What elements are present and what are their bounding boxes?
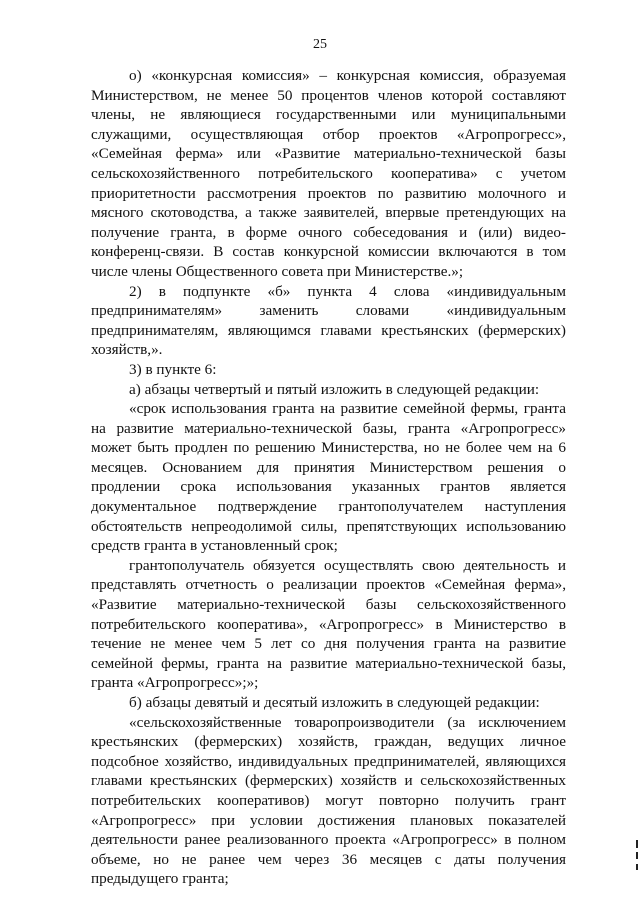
paragraph-item-2: 2) в подпункте «б» пункта 4 слова «индивидуальным предпринимателям» заменить словами «индивидуальным предпринимателям, являющимся главами крестьянских (фермерских) хозяйств,». <box>91 282 566 359</box>
paragraph-item-3: 3) в пункте 6: <box>129 360 217 378</box>
paragraph-grant-obligation: грантополучатель обязуется осуществлять свою деятельность и представлять отчетность о реализации проектов «Семейная ферма», «Развитие материально-технической базы сельскохозяйственного потребительского кооператива», «Агропрогресс» в Министерство в течение не менее чем 5 лет со дня получения гранта на развитие семейной фермы, гранта на развитие материально-технической базы, гранта «Агропрогресс»;»; <box>91 556 566 692</box>
edge-mark <box>636 852 638 859</box>
page-number: 25 <box>313 37 327 52</box>
edge-mark <box>636 864 638 870</box>
edge-mark <box>636 840 638 848</box>
paragraph-item-3a: а) абзацы четвертый и пятый изложить в следующей редакции: <box>129 380 540 398</box>
document-body <box>91 66 566 889</box>
paragraph-grant-term: «срок использования гранта на развитие семейной фермы, гранта на развитие материально-технической базы, гранта «Агропрогресс» может быть продлен по решению Министерства, но не более чем на 6 месяцев. Основанием для принятия Министерством решения о продлении срока использования указанных грантов является документальное подтверждение грантополучателем наступления обстоятельств непреодолимой силы, препятствующих использованию средств гранта в установленный срок; <box>91 400 566 555</box>
paragraph-definition-o: о) «конкурсная комиссия» – конкурсная комиссия, образуемая Министерством, не менее 50 процентов членов которой составляют члены, не являющиеся государственными или муниципальными служащими, осуществляющая отбор проектов «Агропрогресс», «Семейная ферма» или «Развитие материально-технической базы сельскохозяйственного потребительского кооператива» с учетом приоритетности рассмотрения проектов по развитию молочного и мясного скотоводства, а также заявителей, впервые претендующих на получение гранта, в форме очного собеседования и (или) видео-конференц-связи. В состав конкурсной комиссии включаются в том числе члены Общественного совета при Министерстве.»; <box>91 67 566 280</box>
paragraph-repeat-grant: «сельскохозяйственные товаропроизводители (за исключением крестьянских (фермерских) хозяйств, граждан, ведущих личное подсобное хозяйство, индивидуальных предпринимателей, являющихся главами крестьянских (фермерских) хозяйств и сельскохозяйственных потребительских кооперативов) могут повторно получить грант «Агропрогресс» при условии достижения плановых показателей деятельности ранее реализованного проекта «Агропрогресс» в полном объеме, но не ранее чем через 36 месяцев с даты получения предыдущего гранта; <box>91 713 566 888</box>
paragraph-item-3b: б) абзацы девятый и десятый изложить в следующей редакции: <box>129 694 540 711</box>
